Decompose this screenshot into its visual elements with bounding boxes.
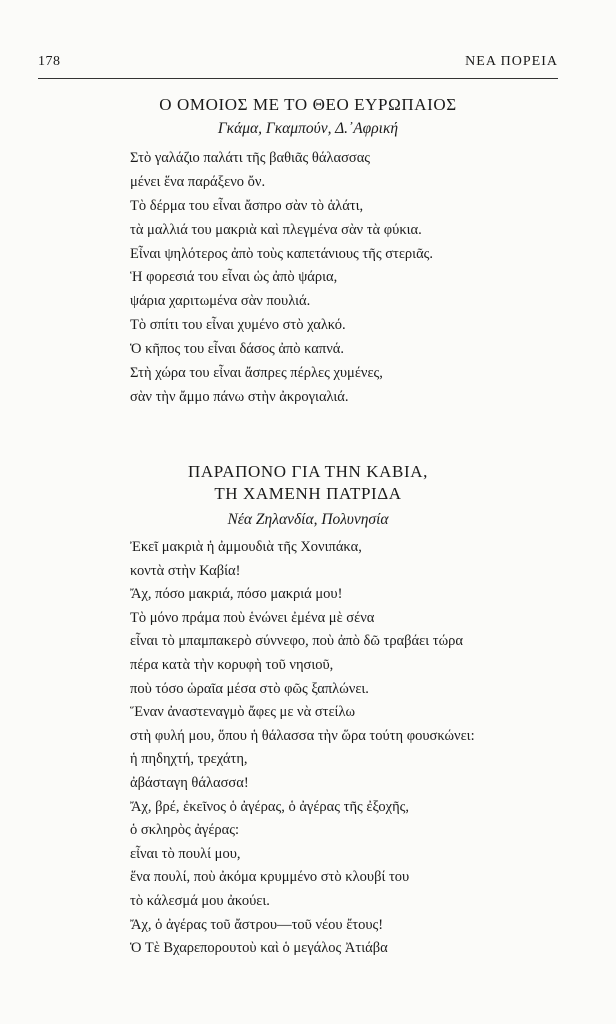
verse-line: Τὸ μόνο πράμα ποὺ ἑνώνει ἐμένα μὲ σένα	[130, 609, 375, 626]
verse-line: πέρα κατὰ τὴν κορυφὴ τοῦ νησιοῦ,	[130, 656, 334, 673]
poem-1-verse	[130, 147, 433, 410]
verse-line: μένει ἕνα παράξενο ὄν.	[130, 173, 266, 190]
verse-line: Τὸ σπίτι του εἶναι χυμένο στὸ χαλκό.	[130, 317, 346, 334]
verse-line: Ὁ Τὲ Βχαρεπορουτοὺ καὶ ὁ μεγάλος Ἀτιάβα	[130, 940, 388, 957]
verse-line: κοντὰ στὴν Καβία!	[130, 562, 241, 579]
verse-line: στὴ φυλή μου, ὅπου ἡ θάλασσα τὴν ὥρα τούτη φουσκώνει:	[130, 727, 475, 744]
verse-line: τὸ κάλεσμά μου ἀκούει.	[130, 892, 270, 909]
verse-line: τὰ μαλλιά του μακριὰ καὶ πλεγμένα σὰν τὰ φύκια.	[130, 221, 422, 238]
verse-line: Στὸ γαλάζιο παλάτι τῆς βαθιᾶς θάλασσας	[130, 150, 371, 166]
verse-line: ψάρια χαριτωμένα σὰν πουλιά.	[130, 293, 311, 310]
verse-line: σὰν τὴν ἄμμο πάνω στὴν ἀκρογιαλιά.	[130, 388, 349, 405]
verse-line: Ἄχ, ὁ ἀγέρας τοῦ ἄστρου—τοῦ νέου ἔτους!	[130, 916, 384, 933]
poem-2-title-line-1: ΠΑΡΑΠΟΝΟ ΓΙΑ ΤΗΝ ΚΑΒΙΑ,	[188, 462, 428, 481]
poem-2-title-line-2: ΤΗ ΧΑΜΕΝΗ ΠΑΤΡΙΔΑ	[214, 484, 402, 503]
verse-line: Ἐκεῖ μακριὰ ἡ ἀμμουδιὰ τῆς Χονιπάκα,	[130, 539, 362, 555]
verse-line: Ἡ φορεσιά του εἶναι ὡς ἀπὸ ψάρια,	[130, 269, 338, 286]
verse-line: Στὴ χώρα του εἶναι ἄσπρες πέρλες χυμένες,	[130, 365, 383, 382]
verse-line: Ἄχ, πόσο μακριά, πόσο μακριά μου!	[130, 586, 343, 603]
verse-line: Ἕναν ἀναστεναγμὸ ἄφες με νὰ στείλω	[130, 704, 356, 721]
poem-2-verse	[130, 536, 475, 961]
verse-line: Εἶναι ψηλότερος ἀπὸ τοὺς καπετάνιους τῆς στεριᾶς.	[130, 245, 434, 262]
verse-line: Ὁ κῆπος του εἶναι δάσος ἀπὸ καπνά.	[130, 341, 345, 358]
verse-line: Ἄχ, βρέ, ἐκεῖνος ὁ ἀγέρας, ὁ ἀγέρας τῆς ἐξοχῆς,	[130, 798, 410, 815]
verse-line: ποὺ τόσο ὡραῖα μέσα στὸ φῶς ξαπλώνει.	[130, 680, 369, 697]
page-header	[38, 54, 558, 79]
verse-line: ὁ σκληρὸς ἀγέρας:	[130, 822, 240, 839]
poem-1-title	[0, 94, 616, 116]
poem-1-subtitle: Γκάμα, Γκαμπούν, Δ.᾿Αφρική	[217, 120, 399, 137]
running-head: ΝΕΑ ΠΟΡΕΙΑ	[465, 54, 558, 69]
poem-2-subtitle: Νέα Ζηλανδία, Πολυνησία	[227, 511, 389, 528]
poem-1-title-line: Ο ΟΜΟΙΟΣ ΜΕ ΤΟ ΘΕΟ ΕΥΡΩΠΑΙΟΣ	[159, 95, 457, 114]
verse-line: εἶναι τὸ μπαμπακερὸ σύννεφο, ποὺ ἀπὸ δῶ τραβάει τώρα	[130, 633, 463, 650]
verse-line: ἀβάσταγη θάλασσα!	[130, 774, 249, 791]
verse-line: εἶναι τὸ πουλί μου,	[130, 845, 241, 862]
verse-line: ἕνα πουλί, ποὺ ἀκόμα κρυμμένο στὸ κλουβί του	[130, 869, 410, 886]
verse-line: ἡ πηδηχτή, τρεχάτη,	[130, 751, 248, 768]
page-number: 178	[38, 54, 61, 69]
verse-line: Τὸ δέρμα του εἶναι ἄσπρο σὰν τὸ ἁλάτι,	[130, 197, 364, 214]
poem-2-title	[0, 461, 616, 505]
